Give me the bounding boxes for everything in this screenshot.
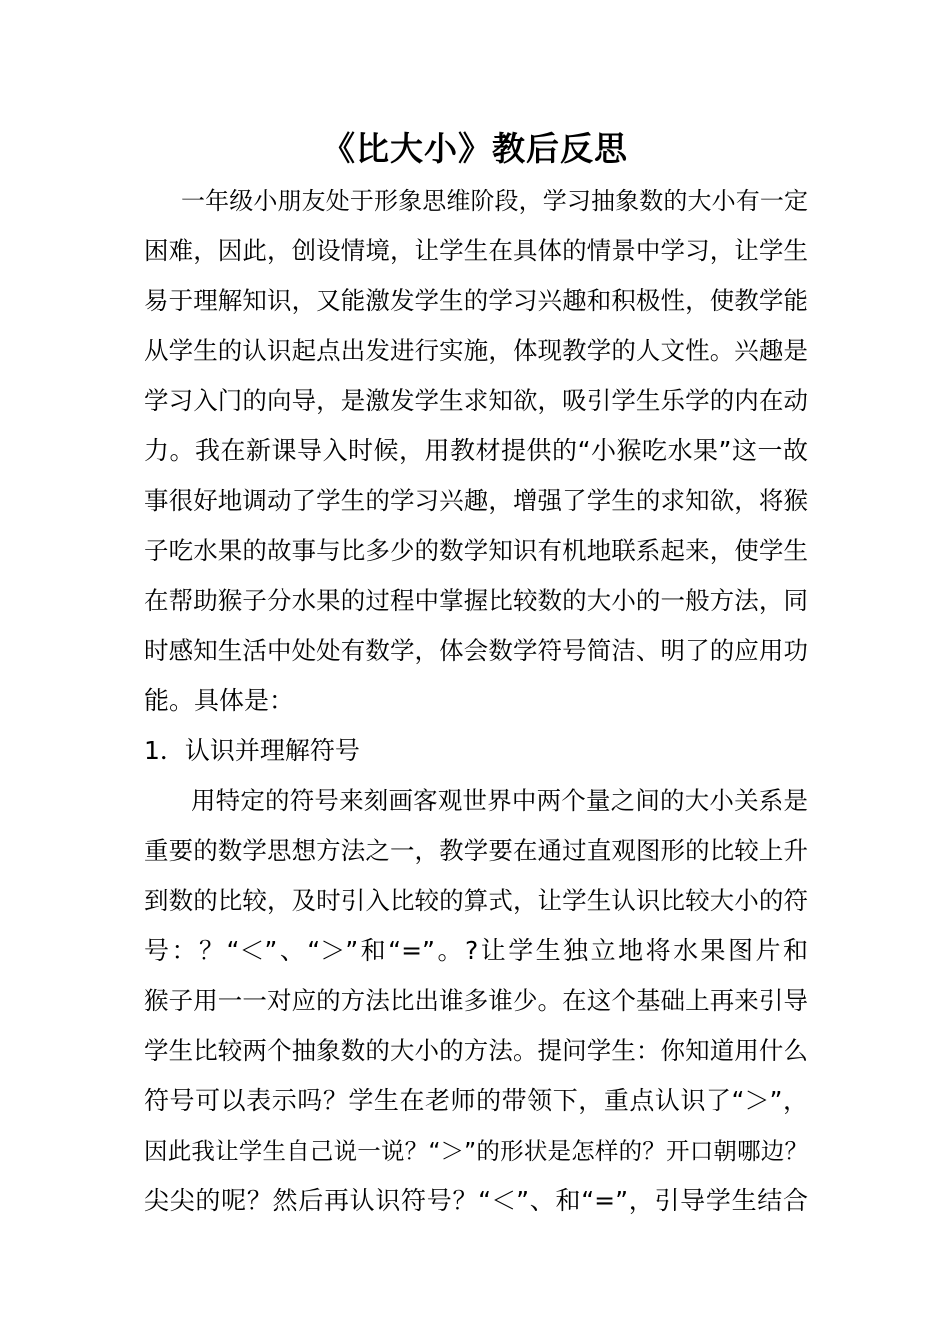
paragraph-line: 到数的比较，及时引入比较的算式，让学生认识比较大小的符 (144, 886, 808, 915)
paragraph-line: 重要的数学思想方法之一，教学要在通过直观图形的比较上升 (144, 836, 808, 865)
paragraph-line: 尖尖的呢？然后再认识符号？“＜”、和“=”，引导学生结合 (144, 1186, 808, 1215)
paragraph-line: 时感知生活中处处有数学，体会数学符号简洁、明了的应用功 (144, 636, 808, 665)
paragraph-line: 一年级小朋友处于形象思维阶段，学习抽象数的大小有一定 (181, 187, 808, 215)
paragraph-line: 号：？“＜”、“＞”和“=”。?让学生独立地将水果图片和 (144, 936, 808, 965)
paragraph-line: 困难，因此，创设情境，让学生在具体的情景中学习，让学生 (144, 236, 808, 265)
section-heading: 1．认识并理解符号 (144, 736, 360, 765)
paragraph-line: 事很好地调动了学生的学习兴趣，增强了学生的求知欲，将猴 (144, 486, 808, 515)
paragraph-line: 猴子用一一对应的方法比出谁多谁少。在这个基础上再来引导 (144, 986, 808, 1015)
paragraph-line: 易于理解知识，又能激发学生的学习兴趣和积极性，使教学能 (144, 286, 808, 315)
paragraph-line: 因此我让学生自己说一说？“＞”的形状是怎样的？开口朝哪边？ (144, 1137, 808, 1165)
paragraph-line: 从学生的认识起点出发进行实施，体现教学的人文性。兴趣是 (144, 336, 808, 365)
paragraph-line: 在帮助猴子分水果的过程中掌握比较数的大小的一般方法，同 (144, 586, 808, 615)
paragraph-line: 符号可以表示吗？学生在老师的带领下，重点认识了“＞”， (144, 1086, 808, 1115)
paragraph-line: 用特定的符号来刻画客观世界中两个量之间的大小关系是 (191, 786, 808, 815)
document-title: 《比大小》教后反思 (322, 129, 628, 168)
paragraph-line: 学习入门的向导，是激发学生求知欲，吸引学生乐学的内在动 (144, 386, 808, 415)
paragraph-line: 力。我在新课导入时候，用教材提供的“小猴吃水果”这一故 (144, 436, 808, 465)
paragraph-line: 学生比较两个抽象数的大小的方法。提问学生：你知道用什么 (144, 1036, 808, 1065)
paragraph-line: 能。具体是： (144, 686, 295, 715)
paragraph-line: 子吃水果的故事与比多少的数学知识有机地联系起来，使学生 (144, 536, 808, 565)
